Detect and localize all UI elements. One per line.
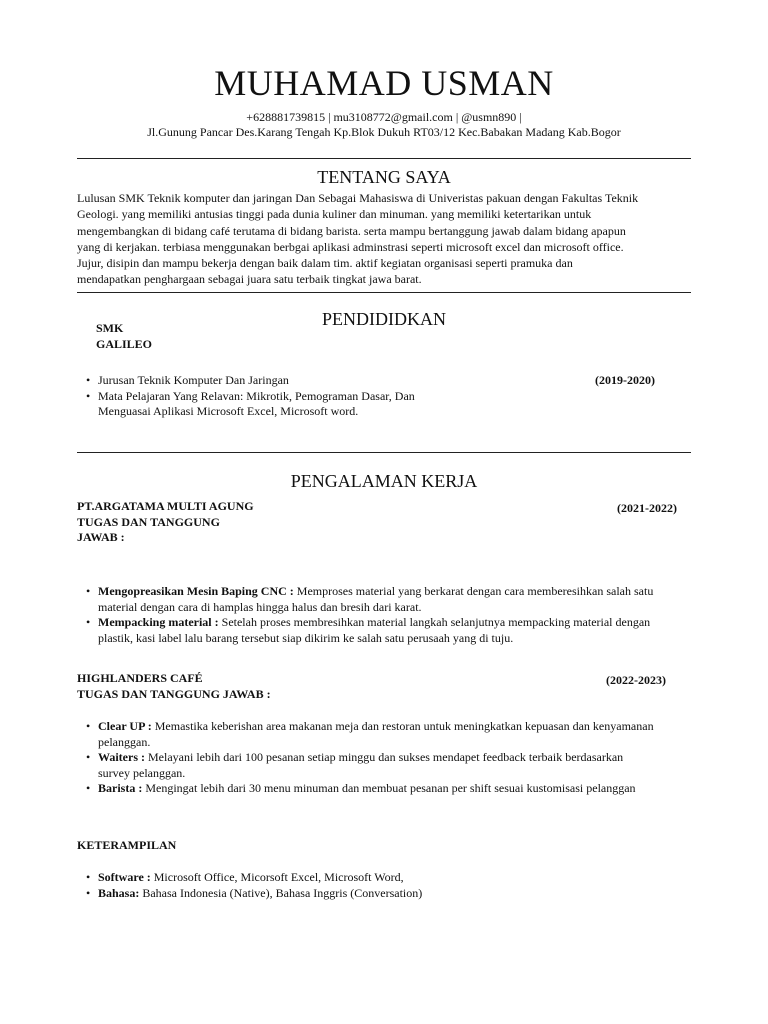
section-title-education: PENDIDIDKAN [322,309,446,329]
section-title-about: TENTANG SAYA [317,167,451,187]
bullet-icon: • [86,885,91,900]
company-name: HIGHLANDERS CAFÉ [77,671,203,685]
job-heading [77,671,271,702]
contact-line: +628881739815 | mu3108772@gmail.com | @usmn890 | [246,110,522,124]
bullet-icon: • [86,750,91,764]
divider [77,452,691,453]
education-list [86,373,518,420]
school-name-line: SMK [96,321,124,335]
school-name [96,321,152,352]
bullet-icon: • [86,584,91,598]
resume-name: MUHAMAD USMAN [214,63,554,103]
bullet-icon: • [86,719,91,733]
education-year: (2019-2020) [595,373,655,387]
address-line: Jl.Gunung Pancar Des.Karang Tengah Kp.Blok Dukuh RT03/12 Kec.Babakan Madang Kab.Bogor [147,125,621,139]
bullet-icon: • [86,781,91,795]
job-heading [77,499,254,546]
duty-heading: TUGAS DAN TANGGUNG [77,514,220,529]
about-line: Geologi. yang memiliki antusias tinggi pada dunia kuliner dan minuman. yang memiliki ketertarikan untuk [77,207,592,222]
list-item: • Mata Pelajaran Yang Relavan: Mikrotik, Pemograman Dasar, Dan Menguasai Aplikasi Microsoft Excel, Microsoft word. [86,388,415,418]
list-item: • Mengopreasikan Mesin Baping CNC : Memproses material yang berkarat dengan cara memberesihkan salah satu material dengan cara di hamplas hingga halus dan bresih dari karat. [86,584,654,614]
list-item: • Barista : Mengingat lebih dari 30 menu minuman dan membuat pesanan per shift sesuai kustomisasi pelanggan [86,781,636,795]
job-duty-list [86,719,698,797]
about-line: mendapatkan penghargaan sebagai juara satu terbaik tingkat jawa barat. [77,272,422,287]
company-name: PT.ARGATAMA MULTI AGUNG [77,499,254,513]
divider [77,292,691,293]
contact-block [0,110,768,140]
bullet-icon: • [86,373,91,387]
job-year: (2022-2023) [606,673,666,687]
bullet-icon: • [86,388,91,403]
duty-heading: TUGAS DAN TANGGUNG JAWAB : [77,686,271,701]
skills-list [86,870,698,901]
list-item: • Clear UP : Memastika keberishan area makanan meja dan restoran untuk meningkatkan kepuasan dan kenyamanan pelanggan. [86,719,654,749]
list-item: • Jurusan Teknik Komputer Dan Jaringan [86,373,289,387]
section-title-skills: KETERAMPILAN [77,838,177,852]
list-item: • Software : Microsoft Office, Micorsoft Excel, Microsoft Word, [86,870,404,884]
list-item: • Mempacking material : Setelah proses membresihkan material langkah selanjutnya mempacking material dengan plastik, kasi label lalu barang tersebut siap dikirim ke salah satu perusaah yang di tuju. [86,615,651,645]
about-line: mengembangkan di bidang café terutama di bidang barista. serta mampu bertanggung jawab dalam bidang apapun [77,223,626,238]
divider [77,158,691,159]
school-name-line: GALILEO [96,336,153,351]
bullet-icon: • [86,870,91,884]
about-paragraph [77,190,677,288]
job-duty-list [86,584,698,646]
about-line: Lulusan SMK Teknik komputer dan jaringan Dan Sebagai Mahasiswa di Univeristas pakuan dengan Fakultas Teknik [77,191,639,205]
job-year: (2021-2022) [617,501,677,515]
section-title-experience: PENGALAMAN KERJA [290,471,478,491]
bullet-icon: • [86,615,91,629]
about-line: Jujur, disipin dan mampu bekerja dengan baik dalam tim. aktif kegiatan organisasi seperti pramuka dan [77,256,573,271]
list-item: • Bahasa: Bahasa Indonesia (Native), Bahasa Inggris (Conversation) [86,885,423,900]
list-item: • Waiters : Melayani lebih dari 100 pesanan setiap minggu dan sukses mendapet feedback terbaik berdasarkan survey pelanggan. [86,750,624,780]
about-line: yang di kerjakan. terbiasa menggunakan berbgai aplikasi adminstrasi seperti microsoft excel dan microsoft office. [77,239,624,254]
duty-heading: JAWAB : [77,530,125,544]
